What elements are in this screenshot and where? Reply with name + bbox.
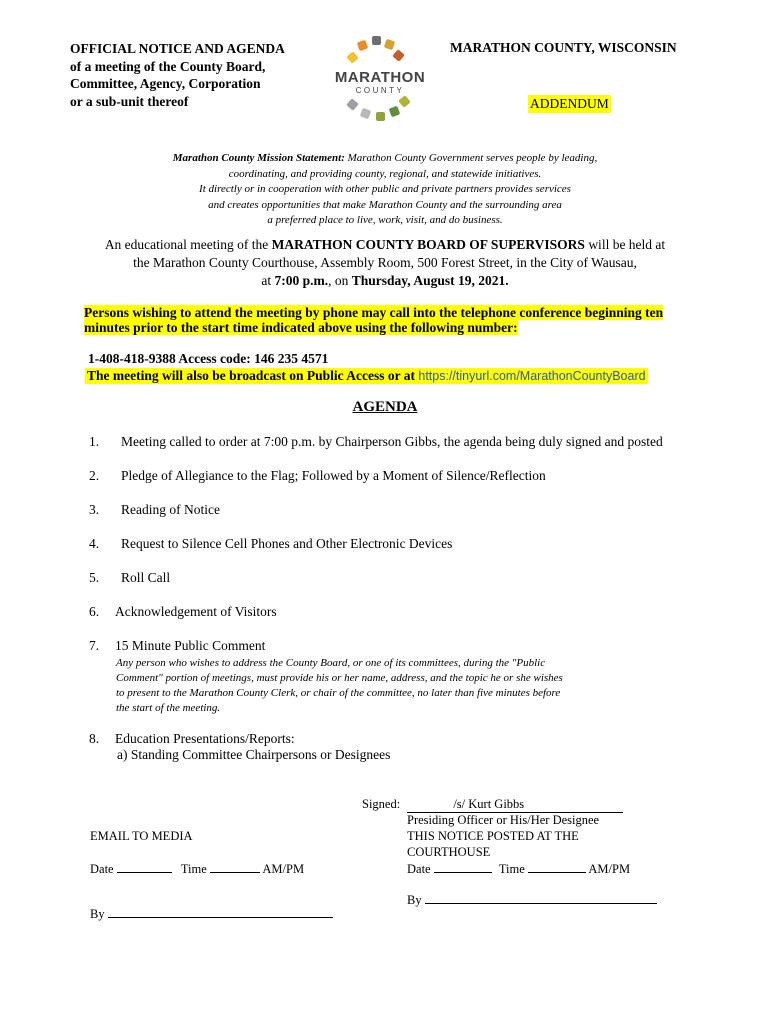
logo-square xyxy=(346,51,359,64)
signed-label: Signed: xyxy=(362,797,401,811)
time-label: Time xyxy=(498,862,525,876)
agenda-title: AGENDA xyxy=(352,399,418,415)
logo-square xyxy=(346,98,359,111)
posted-by-row xyxy=(407,893,657,908)
signed-value[interactable]: /s/ Kurt Gibbs xyxy=(407,797,623,813)
notice-title: OFFICIAL NOTICE AND AGENDA xyxy=(70,41,285,56)
agenda-item-number: 4. xyxy=(89,536,100,551)
media-by-field[interactable] xyxy=(108,917,333,918)
ampm-label: AM/PM xyxy=(588,862,631,876)
broadcast-link[interactable]: https://tinyurl.com/MarathonCountyBoard xyxy=(418,369,646,383)
meeting-time: 7:00 p.m. xyxy=(274,273,329,288)
media-by-row xyxy=(90,907,333,922)
marathon-county-logo xyxy=(334,34,426,122)
media-time-field[interactable] xyxy=(210,872,260,873)
agenda-item-text: Acknowledgement of Visitors xyxy=(115,604,277,619)
county-name: MARATHON COUNTY, WISCONSIN xyxy=(450,40,677,55)
media-date-time-row xyxy=(90,862,304,877)
presiding-officer-label: Presiding Officer or His/Her Designee xyxy=(407,813,600,827)
phone-attendance-note xyxy=(84,305,686,335)
logo-word-marathon: MARATHON xyxy=(334,69,426,86)
logo-word-county: COUNTY xyxy=(355,86,405,95)
agenda-item-number: 8. xyxy=(89,731,100,746)
media-date-field[interactable] xyxy=(117,872,172,873)
agenda-item-text: Meeting called to order at 7:00 p.m. by Chairperson Gibbs, the agenda being duly signed and posted xyxy=(121,434,663,449)
agenda-item-number: 7. xyxy=(89,638,100,653)
addendum-label: ADDENDUM xyxy=(530,96,609,111)
phone-note-line-2: minutes prior to the start time indicated above using the following number: xyxy=(84,320,518,335)
agenda-item-number: 5. xyxy=(89,570,100,585)
notice-subtitle-2: Committee, Agency, Corporation xyxy=(70,76,261,91)
logo-square xyxy=(357,40,369,52)
posted-time-field[interactable] xyxy=(528,872,586,873)
phone-access-code: 1-408-418-9388 Access code: 146 235 4571 xyxy=(88,351,329,366)
broadcast-note xyxy=(85,368,648,384)
phone-note-line-1: Persons wishing to attend the meeting by phone may call into the telephone conference beginning ten xyxy=(84,305,664,320)
date-label: Date xyxy=(407,862,431,876)
intro-line-2: the Marathon County Courthouse, Assembly Room, 500 Forest Street, in the City of Wausau, xyxy=(133,255,637,270)
intro-text: at xyxy=(261,273,275,288)
mission-line-5: a preferred place to live, work, visit, and do business. xyxy=(267,214,503,226)
intro-text: An educational meeting of the xyxy=(104,237,272,252)
mission-line-3: It directly or in cooperation with other public and private partners provides services xyxy=(199,183,571,195)
logo-square xyxy=(376,112,385,121)
mission-label: Marathon County Mission Statement: xyxy=(172,152,345,164)
broadcast-text: The meeting will also be broadcast on Public Access or at xyxy=(87,368,419,383)
logo-square xyxy=(360,108,372,120)
meeting-date: Thursday, August 19, 2021. xyxy=(351,273,509,288)
agenda-item-text: Roll Call xyxy=(121,570,171,585)
agenda-sub-item: a) Standing Committee Chairpersons or Designees xyxy=(117,747,391,762)
notice-header xyxy=(70,40,285,110)
agenda-item-number: 1. xyxy=(89,434,100,449)
date-label: Date xyxy=(90,862,114,876)
agenda-item-text: Request to Silence Cell Phones and Other Electronic Devices xyxy=(121,536,453,551)
agenda-item-text: Reading of Notice xyxy=(121,502,220,517)
mission-line-1 xyxy=(0,151,770,167)
posted-date-time-row xyxy=(407,862,630,877)
intro-text: will be held at xyxy=(584,237,666,252)
mission-text-1: Marathon County Government serves people by leading, xyxy=(344,152,598,164)
ampm-label: AM/PM xyxy=(262,862,305,876)
posted-date-field[interactable] xyxy=(434,872,492,873)
agenda-item-text: 15 Minute Public Comment xyxy=(115,638,266,653)
agenda-item-number: 6. xyxy=(89,604,100,619)
agenda-item-number: 2. xyxy=(89,468,100,483)
public-note-line: Any person who wishes to address the County Board, or one of its committees, during the "Public xyxy=(116,657,546,669)
public-note-line: to present to the Marathon County Clerk, or chair of the committee, no later than five minutes before xyxy=(116,687,561,699)
public-comment-note xyxy=(116,656,636,716)
board-name: MARATHON COUNTY BOARD OF SUPERVISORS xyxy=(271,237,585,252)
intro-text: , on xyxy=(328,273,352,288)
mission-statement xyxy=(0,151,770,229)
logo-square xyxy=(398,95,411,108)
email-to-media-label: EMAIL TO MEDIA xyxy=(90,829,193,843)
intro-line-3 xyxy=(0,272,770,290)
by-label: By xyxy=(407,893,422,907)
public-note-line: the start of the meeting. xyxy=(116,702,221,714)
intro-line-1 xyxy=(0,236,770,254)
logo-square xyxy=(389,106,401,118)
time-label: Time xyxy=(180,862,207,876)
logo-square xyxy=(392,49,405,62)
logo-square xyxy=(372,36,381,45)
agenda-item-text: Pledge of Allegiance to the Flag; Followed by a Moment of Silence/Reflection xyxy=(121,468,546,483)
by-label: By xyxy=(90,907,105,921)
signed-row xyxy=(362,797,623,813)
agenda-item-number: 3. xyxy=(89,502,100,517)
mission-line-4: and creates opportunities that make Marathon County and the surrounding area xyxy=(208,198,562,211)
logo-square xyxy=(384,39,396,51)
notice-subtitle-3: or a sub-unit thereof xyxy=(70,93,189,109)
agenda-item-text: Education Presentations/Reports: xyxy=(115,731,295,746)
posted-notice-line-2: COURTHOUSE xyxy=(407,845,491,859)
posted-by-field[interactable] xyxy=(425,903,657,904)
meeting-intro xyxy=(0,236,770,290)
notice-subtitle-1: of a meeting of the County Board, xyxy=(70,58,266,74)
mission-line-2: coordinating, and providing county, regional, and statewide initiatives. xyxy=(228,167,542,180)
posted-notice-line-1: THIS NOTICE POSTED AT THE xyxy=(407,829,579,843)
public-note-line: Comment" portion of meetings, must provide his or her name, address, and the topic he or she wishes xyxy=(116,672,563,684)
